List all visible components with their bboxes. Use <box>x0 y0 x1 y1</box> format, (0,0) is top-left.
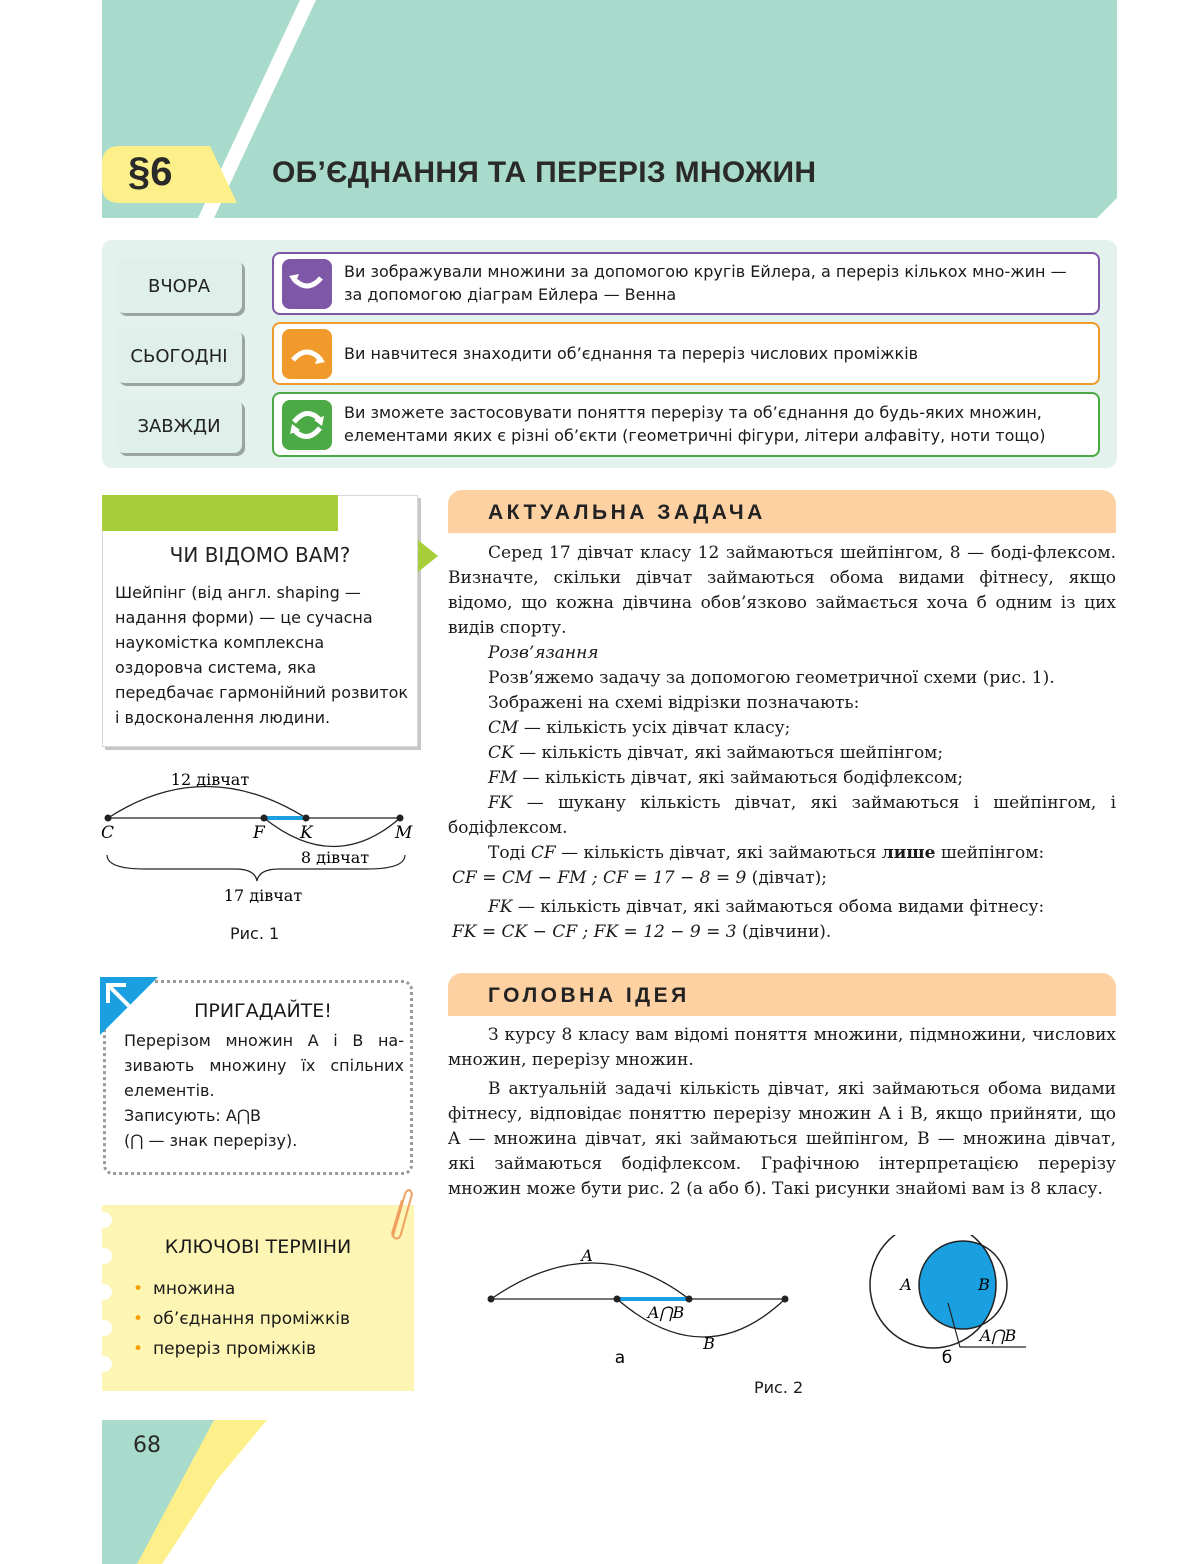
remember-title: ПРИГАДАЙТЕ! <box>194 1000 332 1022</box>
formula-cf: CF = CM − FM ; CF = 17 − 8 = 9 (дівчат); <box>452 868 827 888</box>
page-number: 68 <box>133 1433 161 1458</box>
fig2b-label-a: A <box>900 1275 912 1294</box>
solution-legend-intro: Зображені на схемі відрізки позначають: <box>488 693 860 713</box>
solution-step-fk: FK — кількість дівчат, які займаються обома видами фітнесу: <box>488 897 1045 917</box>
tab-always: ЗАВЖДИ <box>116 399 242 453</box>
remember-definition: Перерізом множин A і B на-зивають множину їх спільних елементів. <box>124 1031 404 1100</box>
key-term-item: • множина <box>135 1274 350 1304</box>
remember-notation: Записують: A⋂B <box>124 1106 261 1125</box>
figure-2-caption: Рис. 2 <box>754 1378 804 1397</box>
pointer-arrow-icon <box>418 540 438 572</box>
fig1-label-8: 8 дівчат <box>300 848 370 867</box>
legend-line-ck: CK — кількість дівчат, які займаються шейпінгом; <box>488 743 944 763</box>
key-terms-list <box>135 1274 350 1364</box>
fig2b-label-ab: A⋂B <box>979 1326 1017 1345</box>
goal-always-text: Ви зможете застосовувати поняття перерізу та об’єднання до будь-яких множин, елементами яких є різні об’єкти (геометричні фігури, літери алфавіту, ноти тощо) <box>344 403 1046 445</box>
fig1-label-12: 12 дівчат <box>170 770 250 789</box>
tab-yesterday: ВЧОРА <box>116 259 242 313</box>
forward-arrow-icon <box>282 329 332 379</box>
fig2b-label-b: B <box>978 1275 990 1294</box>
fig1-point-m: M <box>395 823 413 843</box>
note-hole <box>96 1320 112 1336</box>
fig1-point-f: F <box>253 823 265 843</box>
note-hole <box>96 1212 112 1228</box>
task-body <box>448 541 1116 945</box>
goal-always <box>272 392 1100 457</box>
fig1-point-k: K <box>300 823 313 843</box>
formula-fk: FK = CK − CF ; FK = 12 − 9 = 3 (дівчини). <box>452 922 832 942</box>
fig2a-label-ab: A⋂B <box>647 1303 685 1322</box>
section-number: §6 <box>128 150 173 194</box>
goal-today <box>272 322 1100 385</box>
task-heading: АКТУАЛЬНА ЗАДАЧА <box>448 490 1116 533</box>
figure-1-caption: Рис. 1 <box>230 924 280 943</box>
idea-paragraph-1: З курсу 8 класу вам відомі поняття множини, підмножини, числових множин, перерізу множин. <box>448 1025 1116 1070</box>
fig1-point-c: C <box>101 823 115 843</box>
idea-paragraph-2: В актуальній задачі кількість дівчат, які займаються обома видами фітнесу, відповідає поняттю перерізу множин A і B, якщо прийняти, що A — множина дівчат, які займаються шейпінгом, B — множина дівчат, які займаються бодіфлексом. Графічною інтерпретацією перерізу множин може бути рис. 2 (a або б). Такі рисунки знайомі вам із 8 класу. <box>448 1079 1116 1199</box>
goal-yesterday-text: Ви зображували множини за допомогою кругів Ейлера, а переріз кількох мно-жин — за допомогою діаграм Ейлера — Венна <box>344 262 1067 304</box>
key-terms-title: КЛЮЧОВІ ТЕРМІНИ <box>164 1236 352 1258</box>
goal-yesterday <box>272 252 1100 315</box>
figure-2-diagrams <box>470 1235 1040 1375</box>
solution-label: Розв’язання <box>488 643 599 663</box>
footer-decoration <box>102 1420 272 1564</box>
fig2a-label-a: A <box>581 1246 593 1265</box>
legend-line-fm: FM — кількість дівчат, які займаються бодіфлексом; <box>488 768 964 788</box>
goal-today-text: Ви навчитеся знаходити об’єднання та переріз числових проміжків <box>344 344 919 363</box>
solution-step-cf: Тоді CF — кількість дівчат, які займаються лише шейпінгом: <box>488 843 1045 863</box>
fig2a-label-b: B <box>703 1334 715 1353</box>
remember-text <box>124 1028 404 1153</box>
key-term-item: • об’єднання проміжків <box>135 1304 350 1334</box>
idea-heading: ГОЛОВНА ІДЕЯ <box>448 973 1116 1016</box>
tab-today: СЬОГОДНІ <box>116 329 242 383</box>
fact-text: Шейпінг (від англ. shaping — надання форми) — це сучасна наукомістка комплексна оздоровча система, яка передбачає гармонійний розвиток і вдосконалення людини. <box>115 583 409 727</box>
figure-1-diagram <box>95 765 425 915</box>
note-hole <box>96 1284 112 1300</box>
fig2-sub-a: а <box>614 1348 626 1368</box>
fact-title: ЧИ ВІДОМО ВАМ? <box>169 543 351 567</box>
cycle-arrows-icon <box>282 400 332 450</box>
fig2-sub-b: б <box>941 1348 953 1368</box>
task-statement: Серед 17 дівчат класу 12 займаються шейпінгом, 8 — боді-флексом. Визначте, скільки дівчат займаються обома видами фітнесу, якщо відомо, що кожна дівчина обов’язково займається хоча б одним із цих видів спорту. <box>448 543 1116 638</box>
chapter-title: ОБ’ЄДНАННЯ ТА ПЕРЕРІЗ МНОЖИН <box>272 156 817 189</box>
key-term-item: • переріз проміжків <box>135 1334 350 1364</box>
fig1-label-17: 17 дівчат <box>223 886 303 905</box>
legend-line-cm: CM — кількість усіх дівчат класу; <box>488 718 791 738</box>
fact-card-bar <box>102 495 338 531</box>
note-hole <box>96 1356 112 1372</box>
solution-intro: Розв’яжемо задачу за допомогою геометричної схеми (рис. 1). <box>488 668 1055 688</box>
return-arrow-icon <box>282 259 332 309</box>
legend-line-fk: FK — шукану кількість дівчат, які займаються і шейпінгом, і бодіфлексом. <box>448 793 1116 838</box>
idea-body <box>448 1023 1116 1202</box>
remember-sign: (⋂ — знак перерізу). <box>124 1131 298 1150</box>
